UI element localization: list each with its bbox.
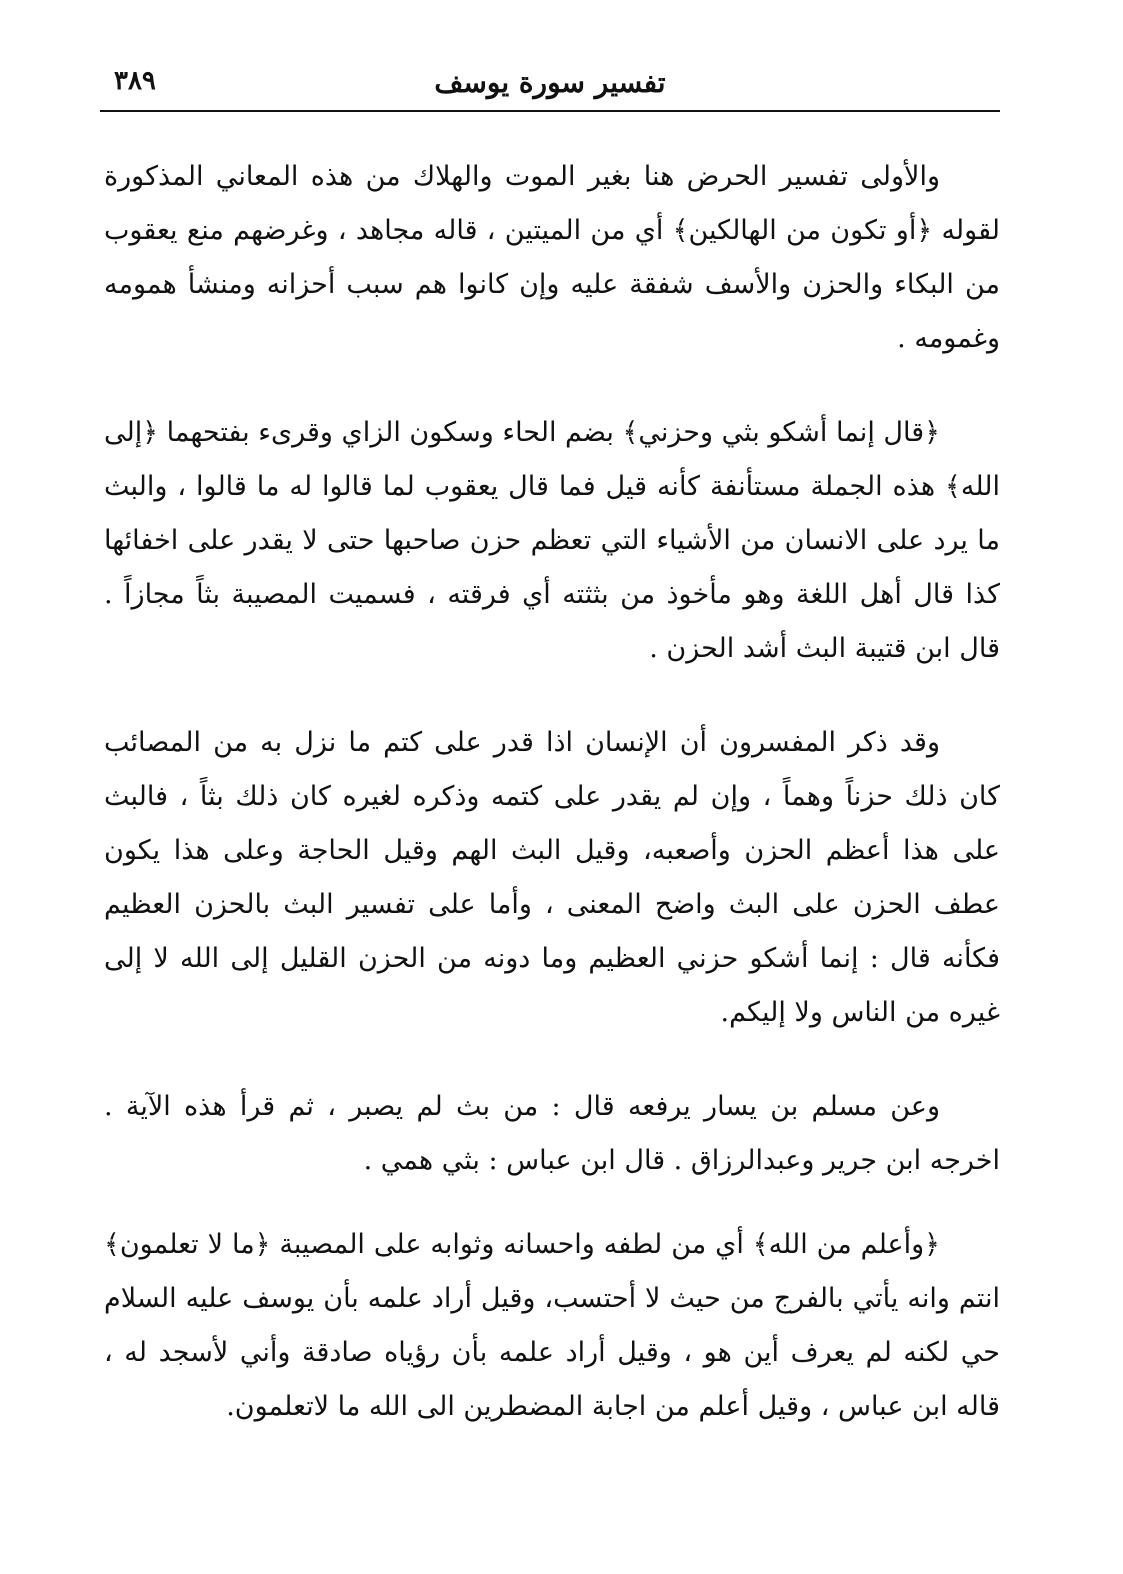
paragraph-2: ﴿قال إنما أشكو بثي وحزني﴾ بضم الحاء وسكون الزاي وقرىء بفتحهما ﴿إلى الله﴾ هذه الجملة مستأنفة كأنه قيل فما قال يعقوب لما قالوا له ما قالوا ، والبث ما يرد على الانسان من الأشياء التي تعظم حزن صاحبها حتى لا يقدر على اخفائها كذا قال أهل اللغة وهو مأخوذ من بثثته أي فرقته ، فسميت المصيبة بثاً مجازاً . قال ابن قتيبة البث أشد الحزن . [104,417,1000,664]
running-header [100,60,1000,108]
paragraph-4: وعن مسلم بن يسار يرفعه قال : من بث لم يصبر ، ثم قرأ هذه الآية . اخرجه ابن جرير وعبدالرزاق . قال ابن عباس : بثي همي . [104,1091,1000,1176]
header-title: تفسير سورة يوسف [434,66,666,99]
page-body [104,150,1000,1434]
paragraph-1: والأولى تفسير الحرض هنا بغير الموت والهلاك من هذه المعاني المذكورة لقوله ﴿أو تكون من الهالكين﴾ أي من الميتين ، قاله مجاهد ، وغرضهم منع يعقوب من البكاء والحزن والأسف شفقة عليه وإن كانوا هم سبب أحزانه ومنشأ همومه وغمومه . [104,161,1000,354]
paragraph-3: وقد ذكر المفسرون أن الإنسان اذا قدر على كتم ما نزل به من المصائب كان ذلك حزناً وهماً ، وإن لم يقدر على كتمه وذكره لغيره كان ذلك بثاً ، فالبث على هذا أعظم الحزن وأصعبه، وقيل البث الهم وقيل الحاجة وعلى هذا يكون عطف الحزن على البث واضح المعنى ، وأما على تفسير البث بالحزن العظيم فكأنه قال : إنما أشكو حزني العظيم وما دونه من الحزن القليل إلى الله لا إلى غيره من الناس ولا إليكم. [104,727,1000,1028]
page-number: ٣٨٩ [114,66,156,96]
header-divider [100,110,1000,112]
paragraph-5: ﴿وأعلم من الله﴾ أي من لطفه واحسانه وثوابه على المصيبة ﴿ما لا تعلمون﴾ انتم وانه يأتي بالفرج من حيث لا أحتسب، وقيل أراد علمه بأن يوسف عليه السلام حي لكنه لم يعرف أين هو ، وقيل أراد علمه بأن رؤياه صادقة وأني لأسجد له ، قاله ابن عباس ، وقيل أعلم من اجابة المضطرين الى الله ما لاتعلمون. [104,1229,1000,1422]
